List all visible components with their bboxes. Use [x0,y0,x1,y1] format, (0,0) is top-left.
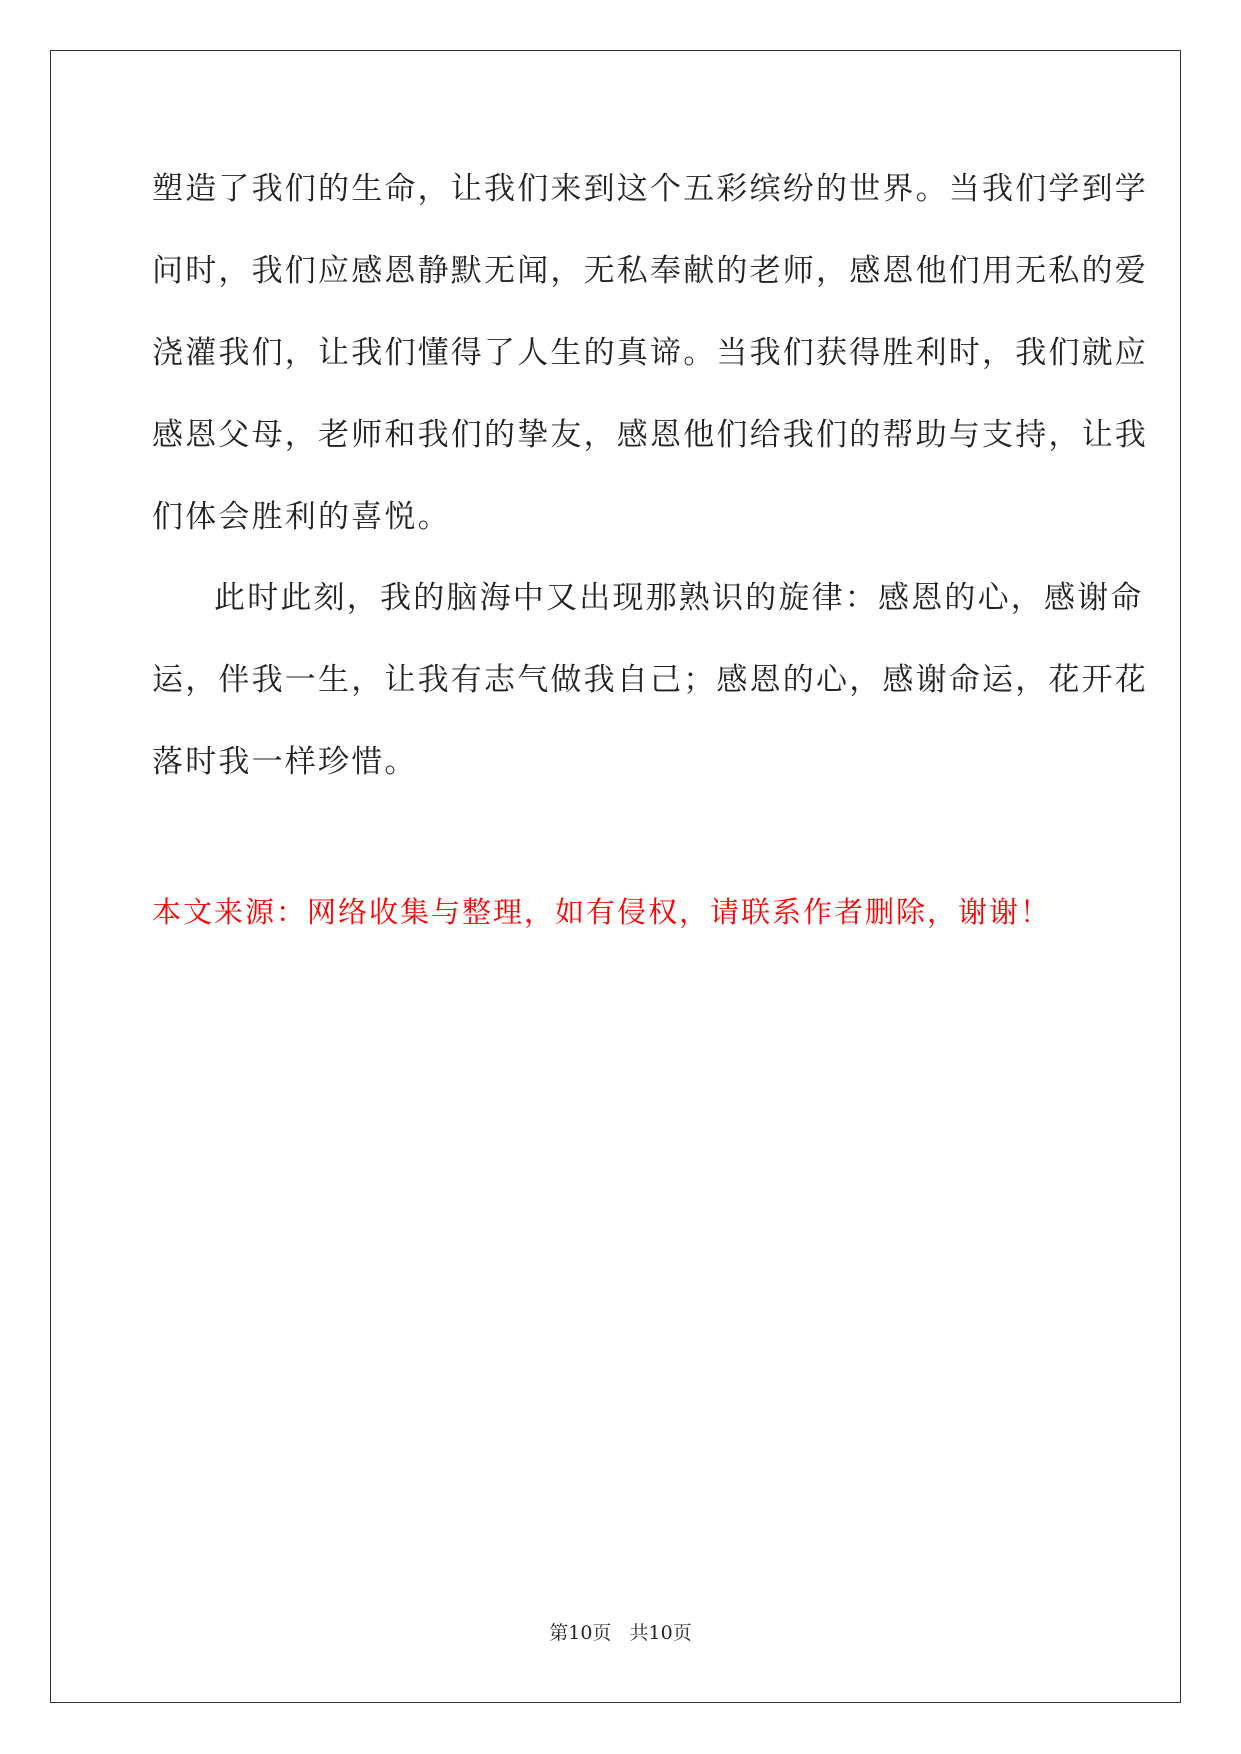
body-paragraph-1 [152,148,1148,558]
source-disclaimer: 本文来源：网络收集与整理，如有侵权，请联系作者删除，谢谢！ [152,895,1052,929]
paragraph-line: 落时我一样珍惜。 [152,744,418,780]
paragraph-line: 此时此刻，我的脑海中又出现那熟识的旋律：感恩的心，感谢命 [214,580,1144,616]
paragraph-line: 浇灌我们，让我们懂得了人生的真谛。当我们获得胜利时，我们就应 [152,335,1148,371]
paragraph-line: 感恩父母，老师和我们的挚友，感恩他们给我们的帮助与支持，让我 [152,417,1148,453]
paragraph-line: 塑造了我们的生命，让我们来到这个五彩缤纷的世界。当我们学到学 [152,171,1148,207]
paragraph-line: 问时，我们应感恩静默无闻，无私奉献的老师，感恩他们用无私的爱 [152,253,1148,289]
paragraph-line: 们体会胜利的喜悦。 [152,499,451,535]
body-paragraph-2 [152,557,1148,803]
page-number-footer: 第10页 共10页 [549,1622,692,1644]
paragraph-line: 运，伴我一生，让我有志气做我自己；感恩的心，感谢命运，花开花 [152,662,1148,698]
